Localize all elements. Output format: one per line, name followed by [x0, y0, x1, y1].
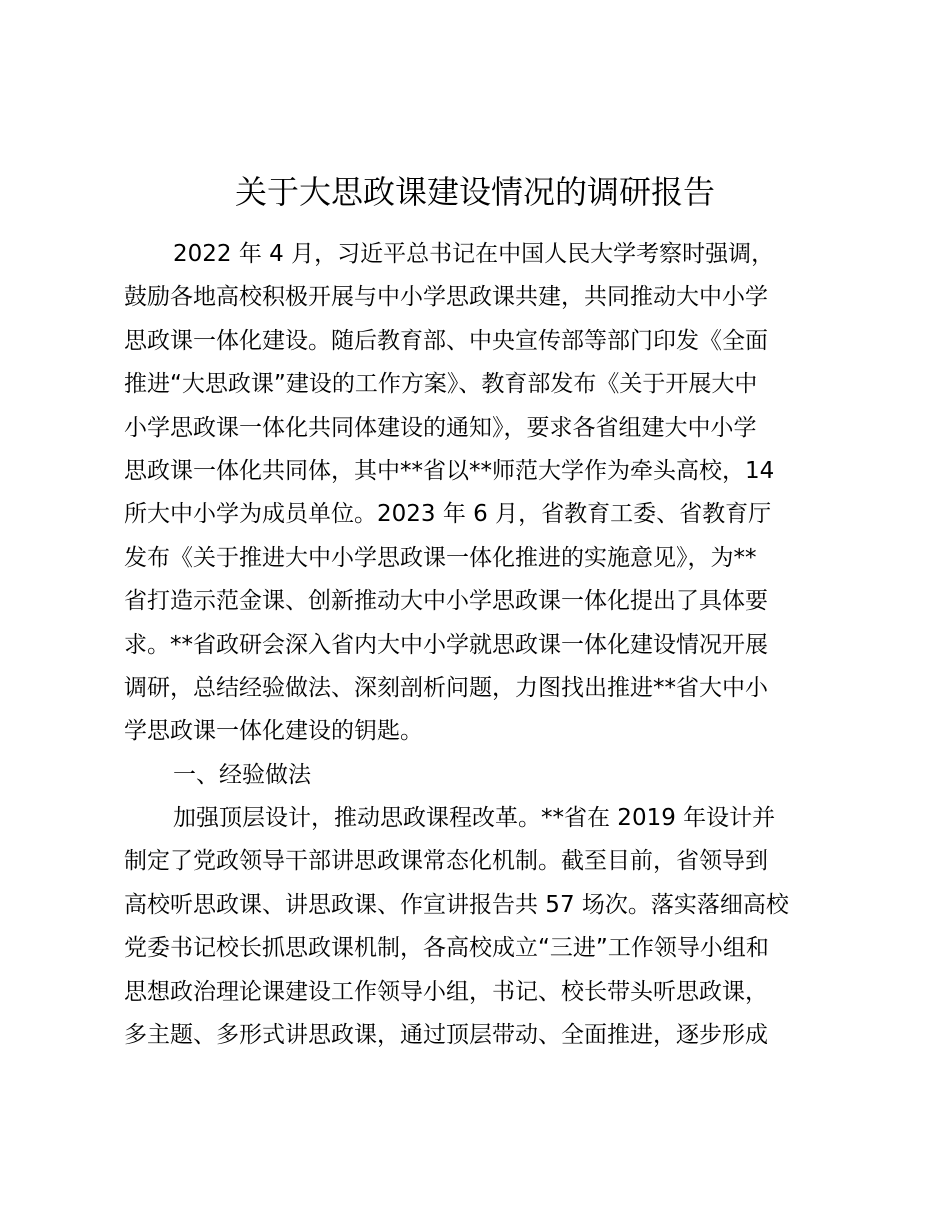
text-line: 推进“大思政课”建设的工作方案》、教育部发布《关于开展大中 — [124, 371, 758, 398]
text-line: 小学思政课一体化共同体建设的通知》，要求各省组建大中小学 — [124, 414, 757, 441]
document-body — [124, 233, 844, 1057]
text-line: 求。**省政研会深入省内大中小学就思政课一体化建设情况开展 — [124, 631, 768, 658]
text-line: 调研，总结经验做法、深刻剖析问题，力图找出推进**省大中小 — [124, 674, 768, 701]
text-line: 高校听思政课、讲思政课、作宣讲报告共 57 场次。落实落细高校 — [124, 891, 789, 918]
document-title: 关于大思政课建设情况的调研报告 — [234, 173, 715, 211]
text-line: 鼓励各地高校积极开展与中小学思政课共建，共同推动大中小学 — [124, 284, 768, 311]
text-line: 制定了党政领导干部讲思政课常态化机制。截至目前，省领导到 — [124, 848, 768, 875]
text-line: 省打造示范金课、创新推动大中小学思政课一体化提出了具体要 — [124, 588, 768, 615]
text-line: 发布《关于推进大中小学思政课一体化推进的实施意见》，为** — [124, 544, 757, 571]
text-line: 学思政课一体化建设的钥匙。 — [124, 718, 423, 745]
text-line: 2022 年 4 月，习近平总书记在中国人民大学考察时强调， — [173, 241, 775, 267]
text-line: 多主题、多形式讲思政课，通过顶层带动、全面推进，逐步形成 — [124, 1022, 768, 1049]
text-line: 党委书记校长抓思政课机制，各高校成立“三进”工作领导小组和 — [124, 935, 769, 962]
text-line: 思政课一体化建设。随后教育部、中央宣传部等部门印发《全面 — [124, 327, 768, 354]
text-line: 思想政治理论课建设工作领导小组，书记、校长带头听思政课， — [124, 978, 768, 1005]
text-line: 思政课一体化共同体，其中**省以**师范大学作为牵头高校，14 — [124, 457, 775, 484]
text-line: 所大中小学为成员单位。2023 年 6 月，省教育工委、省教育厅 — [124, 501, 772, 528]
text-line: 一、经验做法 — [173, 761, 311, 788]
text-line: 加强顶层设计，推动思政课程改革。**省在 2019 年设计并 — [173, 805, 776, 832]
